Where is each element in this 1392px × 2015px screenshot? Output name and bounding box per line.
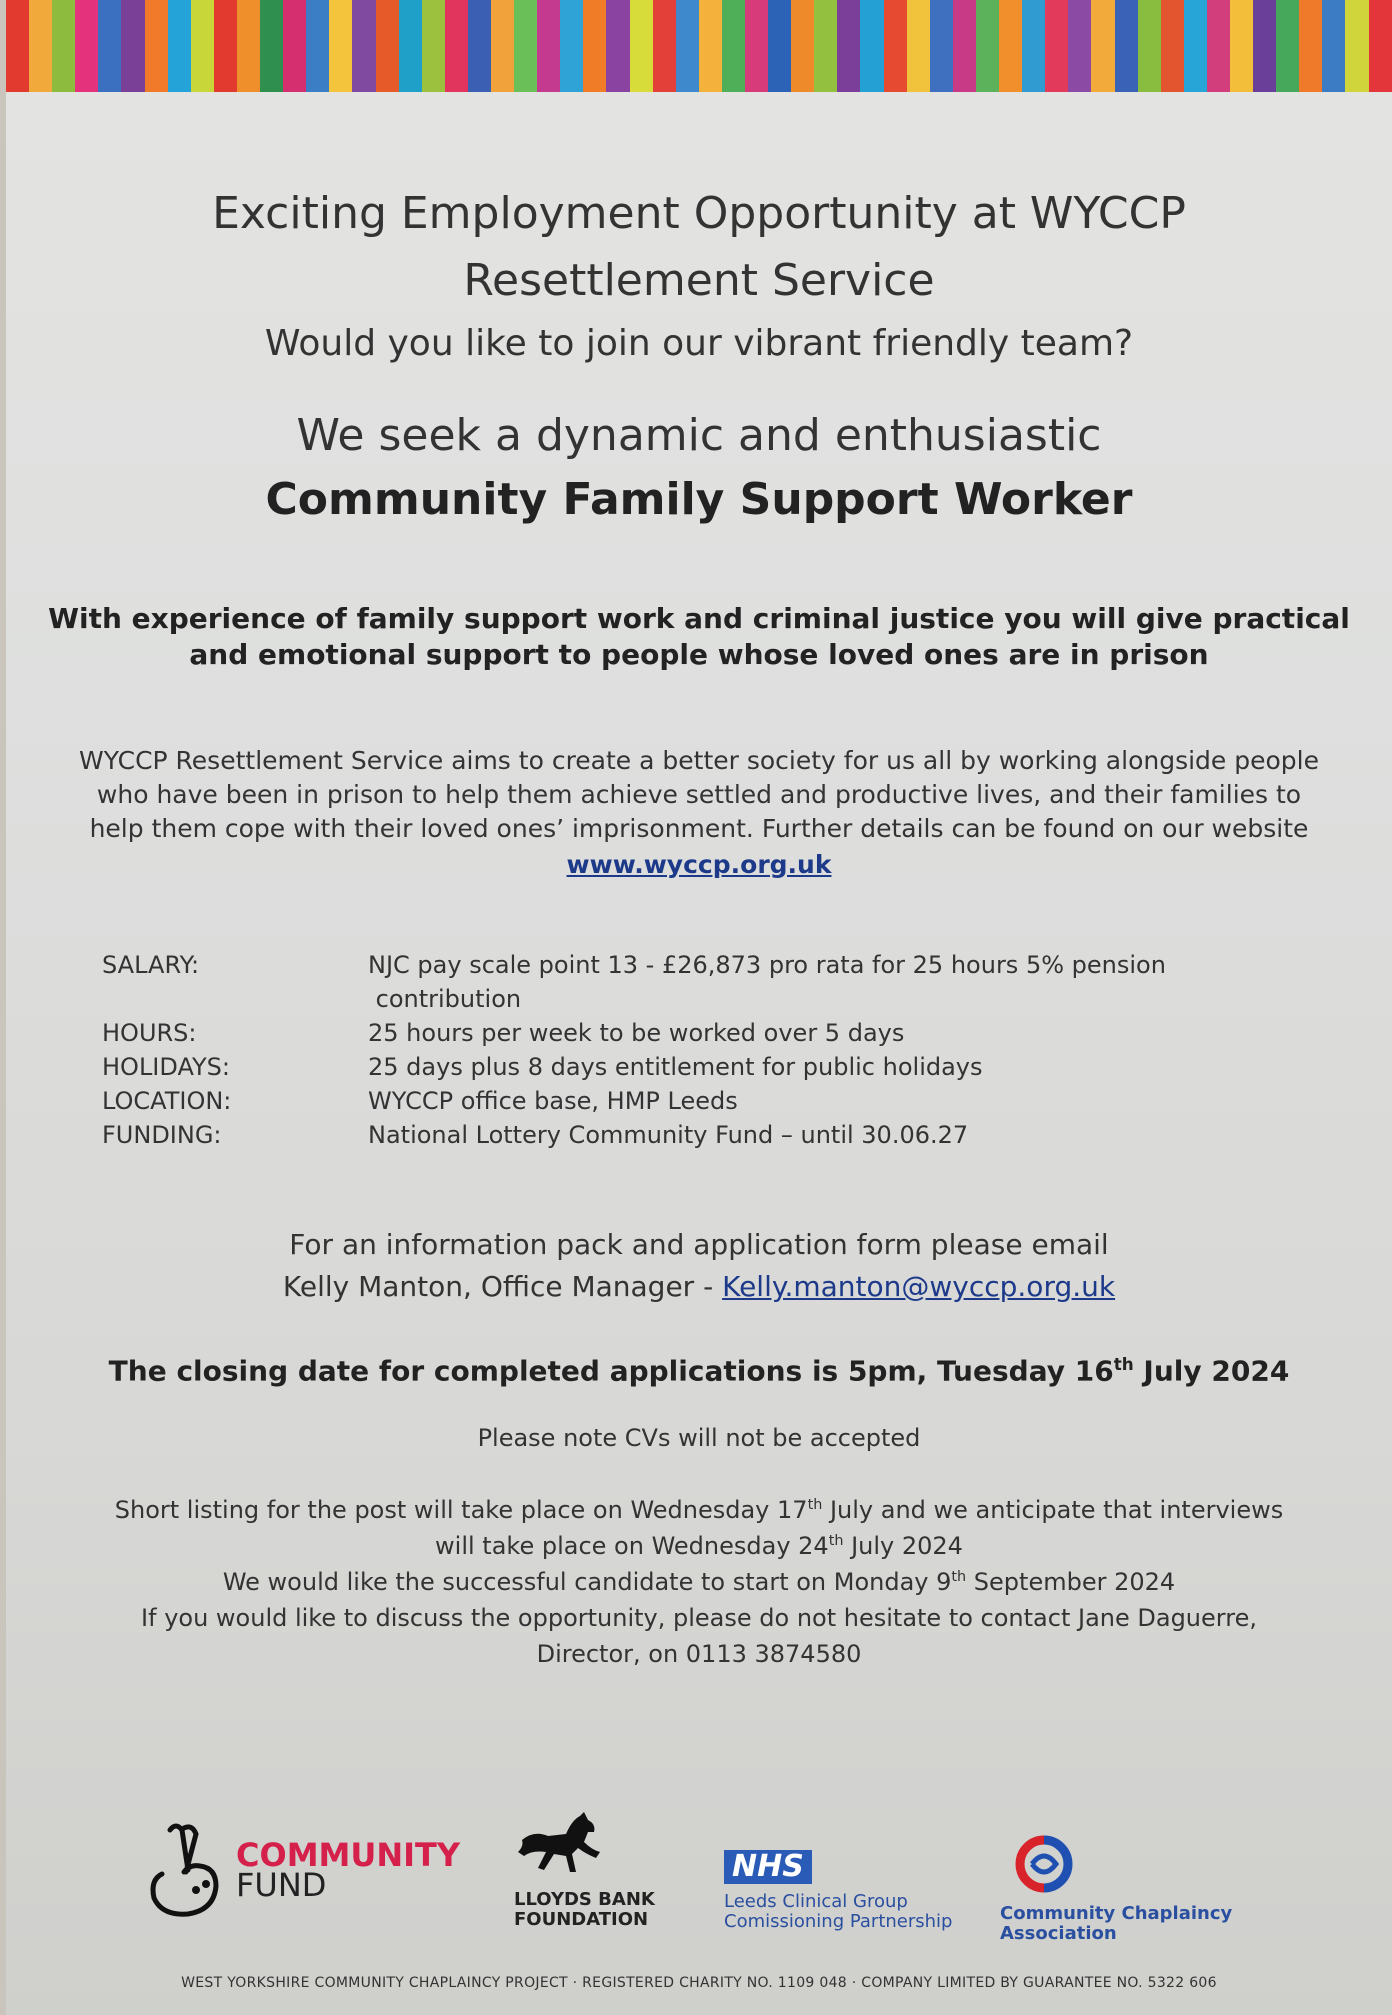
black-horse-icon [514, 1810, 604, 1880]
schedule-sup: th [828, 1533, 844, 1549]
stripe [352, 0, 375, 92]
stripe [237, 0, 260, 92]
closing-text-end: July 2024 [1133, 1354, 1290, 1388]
stripe [884, 0, 907, 92]
detail-row-hours [102, 1016, 1188, 1050]
seek-line: We seek a dynamic and enthusiastic [296, 410, 1102, 461]
schedule-text: Short listing for the post will take place on Wednesday 17 [114, 1496, 808, 1524]
stripe [1322, 0, 1345, 92]
community-fund-logo [140, 1820, 460, 1920]
schedule-line-2 [6, 1532, 1392, 1560]
stripe [445, 0, 468, 92]
stripe [630, 0, 653, 92]
salary-value-continued: contribution [375, 985, 522, 1013]
stripe [1184, 0, 1207, 92]
chaplaincy-text [1000, 1904, 1232, 1944]
stripe [999, 0, 1022, 92]
detail-value [368, 948, 1188, 1016]
stripe [514, 0, 537, 92]
schedule-line-4: If you would like to discuss the opportunity, please do not hesitate to contact Jane Daguerre, [141, 1604, 1257, 1632]
stripe [260, 0, 283, 92]
schedule-text: September 2024 [966, 1568, 1176, 1596]
about-line-3: help them cope with their loved ones’ imprisonment. Further details can be found on our website [89, 814, 1309, 843]
stripe [1115, 0, 1138, 92]
stripe [145, 0, 168, 92]
chaplaincy-line-1: Community Chaplaincy [1000, 1903, 1233, 1924]
stripe [1138, 0, 1161, 92]
stripe [283, 0, 306, 92]
detail-row-salary [102, 948, 1188, 1016]
closing-text: The closing date for completed applications is 5pm, Tuesday 16 [108, 1354, 1114, 1388]
nhs-line-2: Comissioning Partnership [724, 1911, 953, 1932]
stripe [214, 0, 237, 92]
stripe [98, 0, 121, 92]
stripe [1045, 0, 1068, 92]
detail-value: 25 days plus 8 days entitlement for public holidays [368, 1053, 983, 1081]
stripe [907, 0, 930, 92]
stripe [653, 0, 676, 92]
stripe [399, 0, 422, 92]
detail-label: HOLIDAYS: [102, 1053, 230, 1081]
stripe [722, 0, 745, 92]
stripe [676, 0, 699, 92]
detail-row-funding [102, 1118, 1188, 1152]
stripe [860, 0, 883, 92]
stripe [191, 0, 214, 92]
stripe [52, 0, 75, 92]
stripe [422, 0, 445, 92]
detail-label: FUNDING: [102, 1121, 222, 1149]
stripe [329, 0, 352, 92]
schedule-sup: th [807, 1497, 823, 1513]
stripe [1091, 0, 1114, 92]
detail-value: National Lottery Community Fund – until 30.06.27 [368, 1121, 969, 1149]
contact-line-1: For an information pack and application form please email [289, 1228, 1109, 1261]
stripe [75, 0, 98, 92]
contact-line-2 [6, 1270, 1392, 1303]
detail-label: SALARY: [102, 951, 200, 979]
chaplaincy-rings-icon [1002, 1834, 1086, 1894]
stripe [583, 0, 606, 92]
job-details [102, 948, 1188, 1152]
stripe [1230, 0, 1253, 92]
footer-registration: WEST YORKSHIRE COMMUNITY CHAPLAINCY PROJECT · REGISTERED CHARITY NO. 1109 048 · COMPANY LIMITED BY GUARANTEE NO. 5322 606 [181, 1975, 1217, 1991]
schedule-line-3 [6, 1568, 1392, 1596]
chaplaincy-line-2: Association [1000, 1923, 1117, 1944]
crossed-fingers-icon [140, 1820, 226, 1920]
salary-value: NJC pay scale point 13 - £26,873 pro rata for 25 hours 5% pension [368, 951, 1166, 979]
closing-sup: th [1113, 1354, 1134, 1374]
stripe [376, 0, 399, 92]
nhs-text [724, 1892, 952, 1932]
stripe [306, 0, 329, 92]
stripe [121, 0, 144, 92]
lloyds-bank-foundation-logo [514, 1810, 655, 1930]
title-line-1: Exciting Employment Opportunity at WYCCP [212, 188, 1186, 239]
cv-note: Please note CVs will not be accepted [477, 1424, 921, 1452]
stripe [468, 0, 491, 92]
stripe [1022, 0, 1045, 92]
closing-date [6, 1354, 1392, 1387]
detail-value: WYCCP office base, HMP Leeds [368, 1087, 738, 1115]
stripe [606, 0, 629, 92]
lloyds-text [514, 1890, 655, 1930]
stripe [6, 0, 29, 92]
stripe [560, 0, 583, 92]
about-line-1: WYCCP Resettlement Service aims to create a better society for us all by working alongside people [79, 746, 1319, 775]
website-line [6, 850, 1392, 879]
role-title: Community Family Support Worker [265, 474, 1133, 525]
community-chaplaincy-logo [1000, 1834, 1232, 1944]
stripe [814, 0, 837, 92]
flyer-sheet [6, 0, 1392, 2015]
contact-name: Kelly Manton, Office Manager - [282, 1270, 723, 1303]
intro-line-2: and emotional support to people whose loved ones are in prison [189, 638, 1209, 671]
stripe [168, 0, 191, 92]
nhs-logo [724, 1850, 952, 1932]
fund-wordmark: FUND [236, 1866, 327, 1904]
stripe [1161, 0, 1184, 92]
stripe [1299, 0, 1322, 92]
stripe [1068, 0, 1091, 92]
stripe [29, 0, 52, 92]
schedule-sup: th [951, 1569, 967, 1585]
stripe [768, 0, 791, 92]
detail-row-location [102, 1084, 1188, 1118]
schedule-line-5: Director, on 0113 3874580 [536, 1640, 862, 1668]
stripe [1276, 0, 1299, 92]
community-fund-text [236, 1836, 461, 1904]
title-line-2: Resettlement Service [463, 255, 935, 306]
schedule-text: July 2024 [843, 1532, 963, 1560]
nhs-line-1: Leeds Clinical Group [724, 1891, 908, 1912]
nhs-badge: NHS [724, 1850, 812, 1884]
stripe [1345, 0, 1368, 92]
detail-label: LOCATION: [102, 1087, 232, 1115]
detail-label: HOURS: [102, 1019, 197, 1047]
title-question: Would you like to join our vibrant friendly team? [264, 323, 1134, 364]
schedule-text: July and we anticipate that interviews [822, 1496, 1284, 1524]
lloyds-line-2: FOUNDATION [514, 1909, 649, 1930]
about-line-2: who have been in prison to help them achieve settled and productive lives, and their families to [96, 780, 1302, 809]
stripe [976, 0, 999, 92]
stripe [791, 0, 814, 92]
stripe [1253, 0, 1276, 92]
contact-email-link[interactable]: Kelly.manton@wyccp.org.uk [722, 1270, 1116, 1303]
stripe [491, 0, 514, 92]
detail-value: 25 hours per week to be worked over 5 days [368, 1019, 905, 1047]
schedule-text: We would like the successful candidate to start on Monday 9 [222, 1568, 952, 1596]
schedule-text: will take place on Wednesday 24 [435, 1532, 829, 1560]
stripe [537, 0, 560, 92]
lloyds-line-1: LLOYDS BANK [514, 1889, 655, 1910]
stripe [837, 0, 860, 92]
detail-row-holidays [102, 1050, 1188, 1084]
stripe [953, 0, 976, 92]
stripe [699, 0, 722, 92]
stripe [745, 0, 768, 92]
stripe [1207, 0, 1230, 92]
schedule-line-1 [6, 1496, 1392, 1524]
stripe [930, 0, 953, 92]
decorative-stripe-banner [6, 0, 1392, 92]
intro-line-1: With experience of family support work and criminal justice you will give practical [48, 602, 1350, 635]
community-wordmark: COMMUNITY [236, 1836, 461, 1874]
stripe [1369, 0, 1392, 92]
website-link[interactable]: www.wyccp.org.uk [566, 850, 832, 879]
